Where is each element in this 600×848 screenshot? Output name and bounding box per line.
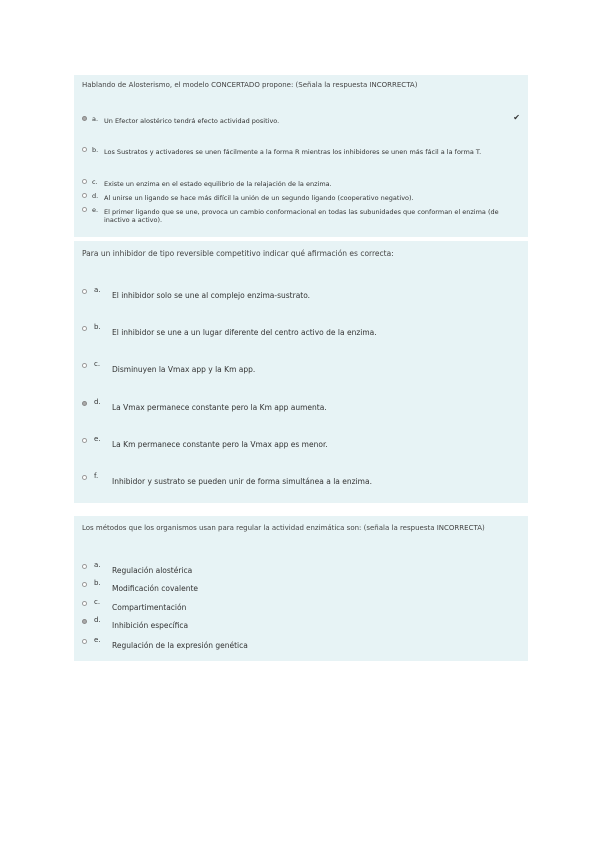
check-icon: ✔: [513, 113, 520, 122]
radio-button[interactable]: [82, 564, 87, 569]
radio-button[interactable]: [82, 639, 87, 644]
radio-button[interactable]: [82, 438, 87, 443]
question-text: Para un inhibidor de tipo reversible competitivo indicar qué afirmación es correcta:: [82, 249, 394, 258]
radio-button[interactable]: [82, 401, 87, 406]
radio-button[interactable]: [82, 289, 87, 294]
radio-button[interactable]: [82, 363, 87, 368]
question-card-3: Los métodos que los organismos usan para regular la actividad enzimática son: (señala la respuesta INCORRECTA) a. Regulación alostérica b. Modificación covalente c. Compartimentación d. Inhibición específica e. Regulación de la expresión genética: [74, 516, 528, 661]
question-card-1: Hablando de Alosterismo, el modelo CONCERTADO propone: (Señala la respuesta INCORRECTA) ✔ a. Un Efector alostérico tendrá efecto actividad positivo. b. Los Sustratos y activadores se unen fácilmente a la forma R mientras los inhibidores se unen más fácil a la forma T. c. Existe un enzima en el estado equilibrio de la relajación de la enzima. d. Al unirse un ligando se hace más difícil la unión de un segundo ligando (cooperativo negativo). e. El primer ligando que se une, provoca un cambio conformacional en todas las subunidades que conforman el enzima (de inactivo a activo).: [74, 75, 528, 237]
radio-button[interactable]: [82, 193, 87, 198]
radio-button[interactable]: [82, 326, 87, 331]
question-text: Los métodos que los organismos usan para regular la actividad enzimática son: (señala la respuesta INCORRECTA): [82, 524, 485, 532]
radio-button[interactable]: [82, 619, 87, 624]
radio-button[interactable]: [82, 147, 87, 152]
question-card-2: Para un inhibidor de tipo reversible competitivo indicar qué afirmación es correcta: a. El inhibidor solo se une al complejo enzima-sustrato. b. El inhibidor se une a un lugar diferente del centro activo de la enzima. c. Disminuyen la Vmax app y la Km app. d. La Vmax permanece constante pero la Km app aumenta. e. La Km permanece constante pero la Vmax app es menor. f. Inhibidor y sustrato se pueden unir de forma simultánea a la enzima.: [74, 241, 528, 503]
radio-button[interactable]: [82, 582, 87, 587]
radio-button[interactable]: [82, 475, 87, 480]
radio-button[interactable]: [82, 116, 87, 121]
radio-button[interactable]: [82, 207, 87, 212]
radio-button[interactable]: [82, 601, 87, 606]
radio-button[interactable]: [82, 179, 87, 184]
question-text: Hablando de Alosterismo, el modelo CONCERTADO propone: (Señala la respuesta INCORRECTA): [82, 81, 418, 89]
